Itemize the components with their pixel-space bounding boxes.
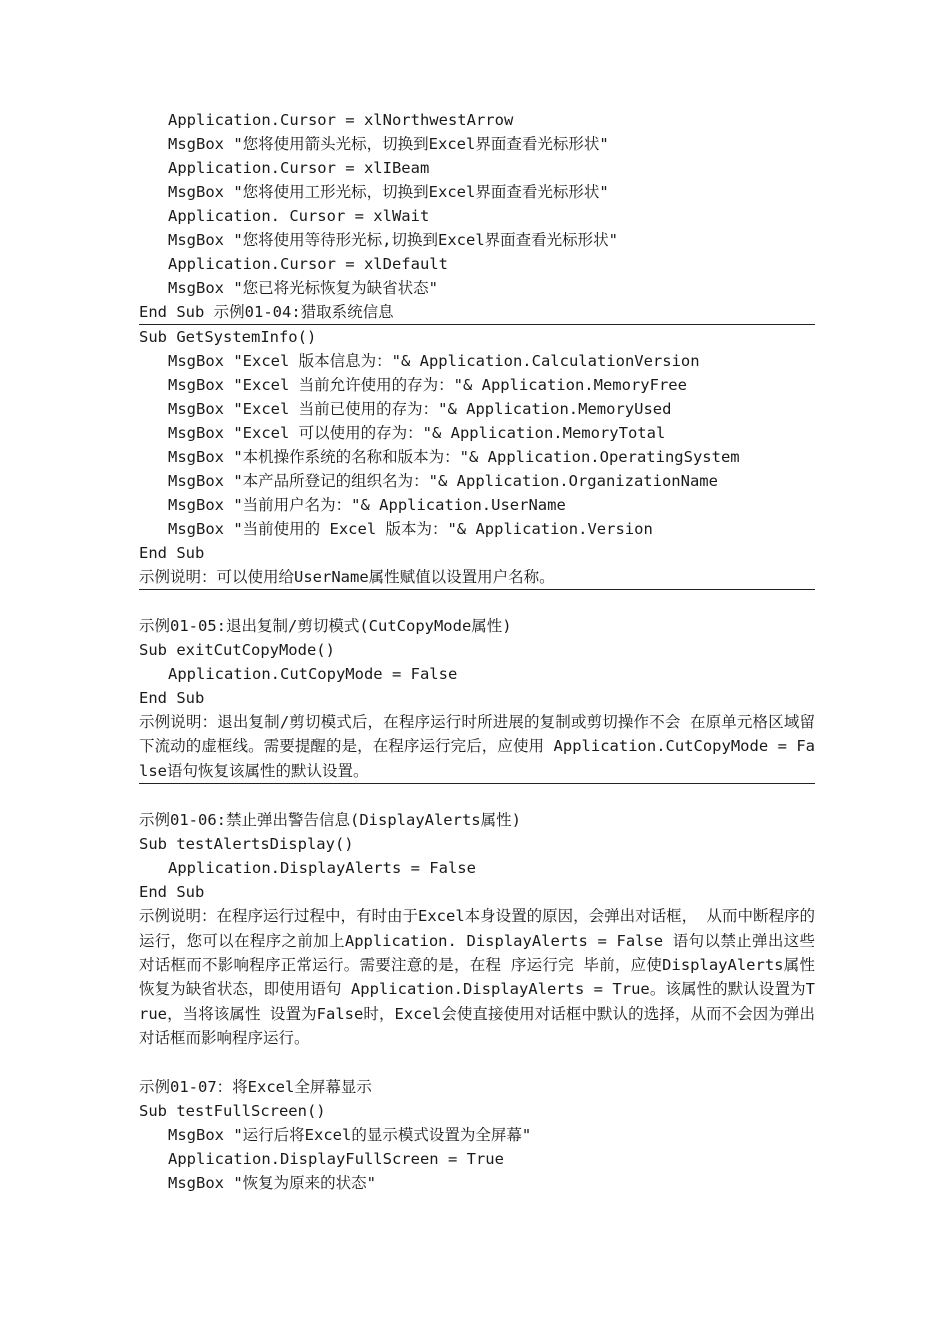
- example-01-06: [139, 808, 815, 1050]
- code-line: MsgBox "您将使用箭头光标，切换到Excel界面查看光标形状": [168, 135, 609, 153]
- example-01-04: [139, 325, 815, 590]
- spacer: [139, 590, 815, 614]
- code-line: Application.Cursor = xlNorthwestArrow: [168, 111, 514, 129]
- code-line: MsgBox "Excel 当前允许使用的存为："& Application.MemoryFree: [168, 376, 687, 394]
- sub-declaration: Sub testAlertsDisplay(): [139, 835, 354, 854]
- example-title: 示例01-06:禁止弹出警告信息(DisplayAlerts属性): [139, 811, 521, 830]
- sub-declaration: Sub testFullScreen(): [139, 1101, 326, 1120]
- code-line: MsgBox "Excel 版本信息为："& Application.CalculationVersion: [168, 352, 700, 370]
- example-note: 示例说明：在程序运行过程中，有时由于Excel本身设置的原因，会弹出对话框， 从而中断程序的运行，您可以在程序之前加上Application. DisplayAlerts = False 语句以禁止弹出这些对话框而不影响程序正常运行。需要注意的是，在程 序运行完 毕前，应使DisplayAlerts属性恢复为缺省状态，即使用语句 Application.DisplayAlerts = True。该属性的默认设置为True，当将该属性 设置为False时，Excel会使直接使用对话框中默认的选择，从而不会因为弹出 对话框而影响程序运行。: [139, 907, 815, 1048]
- example-title: 示例01-07：将Excel全屏幕显示: [139, 1077, 372, 1096]
- sub-declaration: Sub exitCutCopyMode(): [139, 641, 335, 659]
- code-line: MsgBox "Excel 可以使用的存为："& Application.MemoryTotal: [168, 424, 666, 442]
- spacer: [139, 784, 815, 808]
- sub-declaration: Sub GetSystemInfo(): [139, 328, 317, 346]
- example-note: 示例说明：退出复制/剪切模式后，在程序运行时所进展的复制或剪切操作不会 在原单元格区域留下流动的虚框线。需要提醒的是，在程序运行完后，应使用 Application.CutCopyMode = False语句恢复该属性的默认设置。: [139, 710, 815, 784]
- code-line: MsgBox "当前使用的 Excel 版本为："& Application.Version: [168, 520, 653, 538]
- code-line: MsgBox "恢复为原来的状态": [168, 1173, 376, 1192]
- code-block-cursor: [139, 108, 815, 325]
- code-line: MsgBox "当前用户名为："& Application.UserName: [168, 496, 566, 514]
- code-line: Application.Cursor = xlDefault: [168, 255, 448, 273]
- code-line: MsgBox "运行后将Excel的显示模式设置为全屏幕": [168, 1125, 532, 1144]
- code-line: Application. Cursor = xlWait: [168, 207, 430, 225]
- code-line: Application.CutCopyMode = False: [168, 665, 458, 683]
- document-page: [139, 108, 815, 1195]
- end-sub-with-title: End Sub 示例01-04:猎取系统信息: [139, 300, 815, 325]
- code-line: Application.DisplayAlerts = False: [168, 859, 476, 878]
- end-sub: End Sub: [139, 883, 205, 902]
- example-01-05: [139, 614, 815, 784]
- code-line: MsgBox "本机操作系统的名称和版本为："& Application.OperatingSystem: [168, 448, 740, 466]
- code-line: MsgBox "您已将光标恢复为缺省状态": [168, 279, 438, 297]
- code-line: Application.DisplayFullScreen = True: [168, 1149, 504, 1168]
- example-01-07: [139, 1075, 815, 1195]
- spacer: [139, 1051, 815, 1075]
- code-line: MsgBox "您将使用工形光标，切换到Excel界面查看光标形状": [168, 183, 609, 201]
- end-sub: End Sub: [139, 689, 205, 707]
- code-line: MsgBox "您将使用等待形光标,切换到Excel界面查看光标形状": [168, 231, 618, 249]
- code-line: MsgBox "Excel 当前已使用的存为："& Application.MemoryUsed: [168, 400, 672, 418]
- code-line: Application.Cursor = xlIBeam: [168, 159, 430, 177]
- example-title: 示例01-05:退出复制/剪切模式(CutCopyMode属性): [139, 617, 512, 635]
- example-note: 示例说明：可以使用给UserName属性赋值以设置用户名称。: [139, 565, 815, 590]
- code-line: MsgBox "本产品所登记的组织名为："& Application.OrganizationName: [168, 472, 718, 490]
- end-sub: End Sub: [139, 544, 205, 562]
